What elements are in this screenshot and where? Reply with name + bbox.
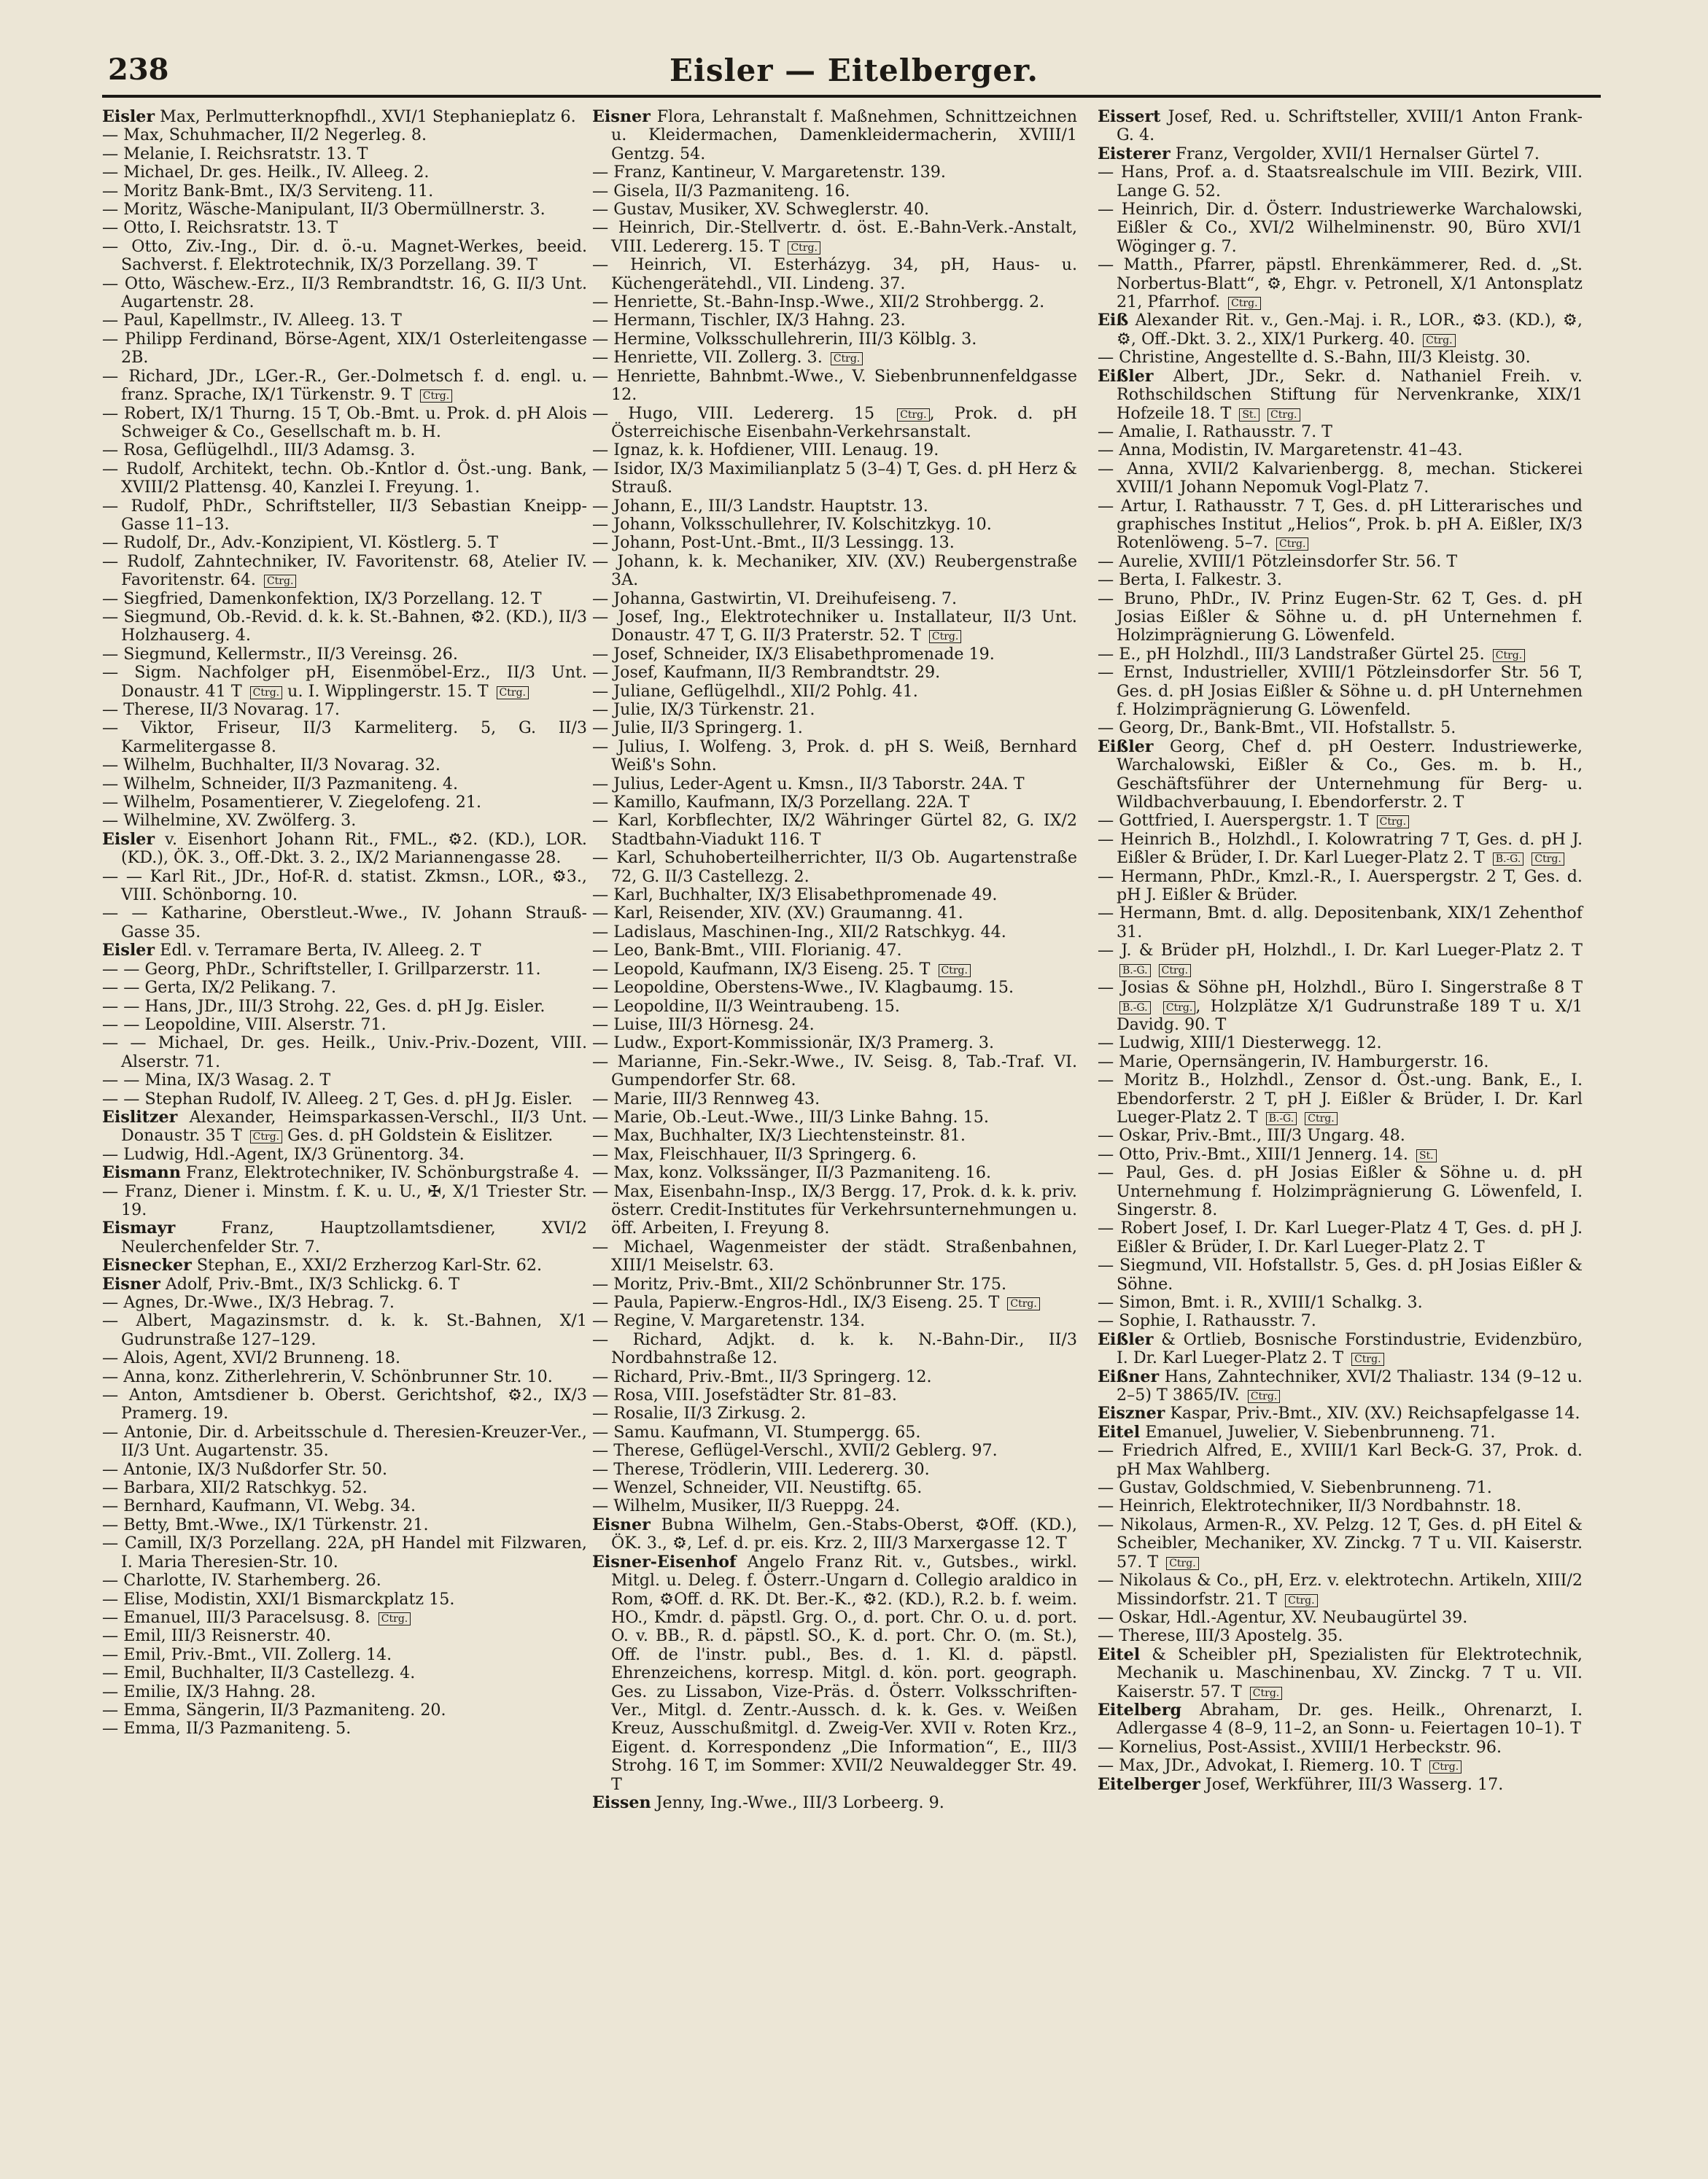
directory-entry: — Heinrich, Dir. d. Österr. Industriewerke Warchalowski, Eißler & Co., XVI/2 Wilhelminenstr. 90, Büro XVI/1 Wöginger g. 7. [1098, 200, 1583, 256]
directory-entry: — Moritz, Priv.-Bmt., XII/2 Schönbrunner Str. 175. [592, 1274, 1007, 1294]
directory-entry: — Heinrich, Elektrotechniker, II/3 Nordbahnstr. 18. [1098, 1496, 1521, 1516]
entry-surname: Eisner [592, 107, 651, 126]
directory-entry: Eißler Georg, Chef d. pH Oesterr. Industriewerke, Warchalowski, Eißler & Co., Ges. m. b. H., Geschäftsführer der Unternehmung für Berg- u. Wildbachverbauung, I. Ebendorferstr. 2. T [1098, 737, 1583, 812]
directory-entry: — Siegfried, Damenkonfektion, IX/3 Porzellang. 12. T [102, 589, 542, 608]
directory-entry: — Emilie, IX/3 Hahng. 28. [102, 1682, 316, 1701]
directory-entry: Eismayr Franz, Hauptzollamtsdiener, XVI/2 Neulerchenfelder Str. 7. [102, 1219, 587, 1256]
directory-entry: — Max, Fleischhauer, II/3 Springerg. 6. [592, 1144, 917, 1164]
directory-entry: — Wilhelmine, XV. Zwölferg. 3. [102, 811, 357, 831]
directory-entry: — Michael, Dr. ges. Heilk., IV. Alleeg. 2. [102, 163, 430, 182]
directory-entry: — Heinrich, Dir.-Stellvertr. d. öst. E.-Bahn-Verk.-Anstalt, VIII. Ledererg. 15. T Ctrg. [592, 218, 1077, 256]
entry-surname: Eisler [102, 829, 155, 849]
phone-badge: Ctrg. [1159, 964, 1191, 977]
phone-badge: Ctrg. [1007, 1297, 1039, 1310]
directory-entry: — Rudolf, Architekt, techn. Ob.-Kntlor d. Öst.-ung. Bank, XVIII/2 Plattensg. 40, Kanzlei I. Freyung. 1. [102, 459, 587, 497]
phone-badge: Ctrg. [250, 1130, 282, 1143]
directory-entry: Eisler Max, Perlmutterknopfhdl., XVI/1 Stephanieplatz 6. [102, 107, 576, 126]
directory-entry: — Marianne, Fin.-Sekr.-Wwe., IV. Seisg. 8, Tab.-Traf. VI. Gumpendorfer Str. 68. [592, 1052, 1077, 1090]
directory-entry: — Josef, Ing., Elektrotechniker u. Installateur, II/3 Unt. Donaustr. 47 T, G. II/3 Praterstr. 52. T Ctrg. [592, 607, 1077, 645]
directory-entry: — Max, Schuhmacher, II/2 Negerleg. 8. [102, 125, 427, 145]
directory-entry: — Ernst, Industrieller, XVIII/1 Pötzleinsdorfer Str. 56 T, Ges. d. pH Josias Eißler & Söhne u. d. pH Unternehmen f. Holzimprägnierung G. Löwenfeld. [1098, 663, 1583, 719]
column-2 [592, 108, 1077, 1812]
directory-entry: — Regine, V. Margaretenstr. 134. [592, 1311, 866, 1331]
directory-entry: — Julie, IX/3 Türkenstr. 21. [592, 700, 815, 719]
directory-entry: — Moritz Bank-Bmt., IX/3 Servitenɡ. 11. [102, 181, 434, 201]
directory-entry: Eislitzer Alexander, Heimsparkassen-Verschl., II/3 Unt. Donaustr. 35 T Ctrg. Ges. d. pH Goldstein & Eislitzer. [102, 1107, 587, 1146]
phone-badge: Ctrg. [831, 352, 863, 365]
directory-entry: — Isidor, IX/3 Maximilianplatz 5 (3–4) T, Ges. d. pH Herz & Strauß. [592, 459, 1077, 497]
directory-entry: — Gustav, Goldschmied, V. Siebenbrunneng. 71. [1098, 1478, 1492, 1498]
directory-entry: — Rudolf, Zahntechniker, IV. Favoritenstr. 68, Atelier IV. Favoritenstr. 64. Ctrg. [102, 551, 587, 590]
entry-surname: Eisler [102, 107, 155, 126]
phone-badge: Ctrg. [1305, 1112, 1337, 1125]
directory-entry: — Franz, Diener i. Minstm. f. K. u. U., ✠, X/1 Triester Str. 19. [102, 1181, 587, 1219]
directory-entry: — — Hans, JDr., III/3 Strohg. 22, Ges. d. pH Jg. Eisler. [102, 996, 546, 1016]
phone-badge: Ctrg. [897, 408, 929, 422]
phone-badge: Ctrg. [1351, 1353, 1383, 1366]
directory-entry: Eissert Josef, Red. u. Schriftsteller, XVIII/1 Anton Frank-G. 4. [1098, 107, 1583, 145]
directory-entry: — Aurelie, XVIII/1 Pötzleinsdorfer Str. 56. T [1098, 551, 1458, 571]
phone-badge: B.-G. [1493, 852, 1524, 866]
directory-entry: Eißner Hans, Zahntechniker, XVI/2 Thaliastr. 134 (9–12 u. 2–5) T 3865/IV. Ctrg. [1098, 1367, 1583, 1405]
directory-entry: — Rudolf, Dr., Adv.-Konzipient, VI. Köstlerg. 5. T [102, 533, 499, 553]
directory-entry: — Anna, XVII/2 Kalvarienbergg. 8, mechan. Stickerei XVIII/1 Johann Nepomuk Vogl-Platz 7. [1098, 459, 1583, 497]
directory-entry: — Franz, Kantineur, V. Margaretenstr. 139. [592, 163, 946, 182]
entry-surname: Eißler [1098, 737, 1154, 756]
directory-entry: — — Gerta, IX/2 Pelikang. 7. [102, 978, 337, 998]
directory-entry: — Therese, II/3 Novarag. 17. [102, 700, 340, 719]
directory-entry: — Therese, Geflügel-Verschl., XVII/2 Geblerg. 97. [592, 1441, 998, 1461]
entry-surname: Eitelberg [1098, 1700, 1181, 1720]
directory-entry: — Karl, Reisender, XIV. (XV.) Graumanng. 41. [592, 904, 963, 923]
directory-entry: — Philipp Ferdinand, Börse-Agent, XIX/1 Osterleitengasse 2B. [102, 329, 587, 368]
directory-entry: Eisler Edl. v. Terramare Berta, IV. Alleeg. 2. T [102, 941, 481, 960]
directory-entry: — Henriette, VII. Zollerg. 3. Ctrg. [592, 349, 1077, 367]
directory-entry: — Wilhelm, Musiker, II/3 Rueppg. 24. [592, 1496, 901, 1516]
directory-entry: — Siegmund, Kellermstr., II/3 Vereinsg. 26. [102, 644, 458, 664]
directory-entry: — — Leopoldine, VIII. Alserstr. 71. [102, 1014, 387, 1034]
phone-badge: Ctrg. [1268, 408, 1300, 422]
phone-badge: Ctrg. [1163, 1001, 1195, 1014]
directory-entry: — Emma, II/3 Pazmaniteng. 5. [102, 1719, 352, 1739]
entry-surname: Eisler [102, 941, 155, 960]
directory-entry: — — Stephan Rudolf, IV. Alleeg. 2 T, Ges. d. pH Jg. Eisler. [102, 1089, 573, 1108]
directory-entry: — Agnes, Dr.-Wwe., IX/3 Hebrag. 7. [102, 1293, 395, 1312]
directory-entry: — Camill, IX/3 Porzellang. 22A, pH Handel mit Filzwaren, I. Maria Theresien-Str. 10. [102, 1534, 587, 1572]
entry-surname: Eismayr [102, 1219, 176, 1238]
phone-badge: Ctrg. [1493, 649, 1525, 662]
phone-badge: Ctrg. [939, 964, 971, 977]
entry-surname: Eissert [1098, 107, 1161, 126]
entry-surname: Eisner-Eisenhof [592, 1552, 737, 1572]
directory-entry: — Karl, Korbflechter, IX/2 Währinger Gürtel 82, G. IX/2 Stadtbahn-Viadukt 116. T [592, 811, 1077, 849]
directory-entry: — Max, konz. Volkssänger, II/3 Pazmaniteng. 16. [592, 1163, 992, 1183]
directory-entry: Eisner Flora, Lehranstalt f. Maßnehmen, Schnittzeichnen u. Kleidermachen, Damenkleidermacherin, XVIII/1 Gentzg. 54. [592, 107, 1077, 163]
directory-entry: — Siegmund, Ob.-Revid. d. k. k. St.-Bahnen, ⚙2. (KD.), II/3 Holzhauserg. 4. [102, 607, 587, 645]
directory-entry: — Alois, Agent, XVI/2 Brunneng. 18. [102, 1348, 400, 1368]
directory-entry: — Juliane, Geflügelhdl., XII/2 Pohlg. 41. [592, 681, 918, 701]
directory-entry: — Otto, Priv.-Bmt., XIII/1 Jennerg. 14. St. [1098, 1146, 1583, 1164]
directory-entry: Eißler & Ortlieb, Bosnische Forstindustrie, Evidenzbüro, I. Dr. Karl Lueger-Platz 2. T Ctrg. [1098, 1329, 1583, 1368]
directory-entry: — Moritz B., Holzhdl., Zensor d. Öst.-ung. Bank, E., I. Ebendorferstr. 2 T, pH J. Eißler & Brüder, I. Dr. Karl Lueger-Platz 2. T B.-G. Ctrg. [1098, 1071, 1583, 1127]
directory-entry: — Betty, Bmt.-Wwe., IX/1 Türkenstr. 21. [102, 1515, 429, 1534]
directory-entry: — Otto, I. Reichsratstr. 13. T [102, 218, 338, 238]
directory-entry: — Rosa, VIII. Josefstädter Str. 81–83. [592, 1386, 897, 1405]
directory-entry: — Paul, Ges. d. pH Josias Eißler & Söhne u. d. pH Unternehmung f. Holzimprägnierung G. Löwenfeld, I. Singerstr. 8. [1098, 1163, 1583, 1219]
directory-entry: — Leopoldine, Oberstens-Wwe., IV. Klagbaumg. 15. [592, 978, 1014, 998]
directory-entry: — Therese, III/3 Apostelg. 35. [1098, 1626, 1343, 1646]
directory-entry: Eisterer Franz, Vergolder, XVII/1 Hernalser Gürtel 7. [1098, 144, 1540, 163]
directory-entry: — Max, Buchhalter, IX/3 Liechtensteinstr. 81. [592, 1126, 966, 1146]
directory-entry: Eiß Alexander Rit. v., Gen.-Maj. i. R., LOR., ⚙3. (KD.), ⚙, ⚙, Off.-Dkt. 3. 2., XIX/1 Purkerg. 40. Ctrg. [1098, 311, 1583, 349]
directory-entry: — Julius, I. Wolfeng. 3, Prok. d. pH S. Weiß, Bernhard Weiß's Sohn. [592, 737, 1077, 775]
directory-entry: Eisner Adolf, Priv.-Bmt., IX/3 Schlickg. 6. T [102, 1274, 460, 1294]
directory-entry: Eisner-Eisenhof Angelo Franz Rit. v., Gutsbes., wirkl. Mitgl. u. Deleg. f. Österr.-Ungarn d. Collegio araldico in Rom, ⚙Off. d. RK. Dt. Ber.-K., ⚙2. (KD.), R.2. b. f. weim. HO., Kmdr. d. päpstl. Grg. O., d. port. Chr. O. u. d. port. O. v. BB., R. d. päpstl. SO., K. d. port. Chr. O. (m. St.), Off. de l'instr. publ., Bes. d. 1. Kl. d. päpstl. Ehrenzeichens, korresp. Mitgl. d. kön. port. geograph. Ges. zu Lissabon, Vize-Präs. d. Österr. Volksschriften-Ver., Mitgl. d. Zentr.-Aussch. d. k. k. Ges. v. Weißen Kreuz, Ausschußmitgl. d. Zweig-Ver. XVII v. Roten Krz., Eigent. d. Korrespondenz „Die Information“, E., III/3 Strohg. 16 T, im Sommer: XVII/2 Neuwaldegger Str. 49. T [592, 1552, 1077, 1794]
running-head: Eisler — Eitelberger. [669, 53, 1039, 88]
directory-entry: — — Katharine, Oberstleut.-Wwe., IV. Johann Strauß-Gasse 35. [102, 904, 587, 941]
entry-surname: Eiß [1098, 311, 1129, 330]
phone-badge: Ctrg. [1166, 1557, 1198, 1570]
directory-entry: — Wilhelm, Posamentierer, V. Ziegelofeng. 21. [102, 793, 482, 812]
directory-entry: — Samu. Kaufmann, VI. Stumpergg. 65. [592, 1422, 921, 1442]
directory-entry: — — Karl Rit., JDr., Hof-R. d. statist. Zkmsn., LOR., ⚙3., VIII. Schönborng. 10. [102, 866, 587, 905]
directory-entry: — Viktor, Friseur, II/3 Karmeliterg. 5, G. II/3 Karmelitergasse 8. [102, 718, 587, 756]
directory-entry: — Josias & Söhne pH, Holzhdl., Büro I. Singerstraße 8 T B.-G. Ctrg. , Holzplätze X/1 Gudrunstraße 189 T u. X/1 Davidg. 90. T [1098, 978, 1583, 1034]
directory-entry: Eisler v. Eisenhort Johann Rit., FML., ⚙2. (KD.), LOR. (KD.), ÖK. 3., Off.-Dkt. 3. 2., IX/2 Mariannengasse 28. [102, 829, 587, 868]
phone-badge: Ctrg. [1532, 852, 1564, 866]
phone-badge: St. [1239, 408, 1259, 422]
directory-entry: — Hugo, VIII. Ledererg. 15 Ctrg. , Prok. d. pH Österreichische Eisenbahn-Verkehrsanstalt. [592, 403, 1077, 441]
directory-entry: Eissen Jenny, Ing.-Wwe., III/3 Lorbeerg. 9. [592, 1792, 944, 1812]
directory-entry: — Leopoldine, II/3 Weintraubeng. 15. [592, 996, 900, 1016]
phone-badge: Ctrg. [250, 686, 282, 699]
directory-entry: — Artur, I. Rathausstr. 7 T, Ges. d. pH Litterarisches und graphisches Institut „Helios“, Prok. b. pH A. Eißler, IX/3 Rotenlöweng. 5–7. Ctrg. [1098, 496, 1583, 553]
directory-entry: — Robert Josef, I. Dr. Karl Lueger-Platz 4 T, Ges. d. pH J. Eißler & Brüder, I. Dr. Karl Lueger-Platz 2. T [1098, 1219, 1583, 1256]
phone-badge: B.-G. [1266, 1112, 1297, 1125]
entry-surname: Eißler [1098, 1329, 1154, 1349]
directory-entry: — Max, Eisenbahn-Insp., IX/3 Bergg. 17, Prok. d. k. k. priv. österr. Credit-Institutes für Verkehrsunternehmungen u. öff. Arbeiten, I. Freyung 8. [592, 1181, 1077, 1238]
directory-entry: — Luise, III/3 Hörnesg. 24. [592, 1014, 815, 1034]
directory-entry: — Antonie, IX/3 Nußdorfer Str. 50. [102, 1459, 388, 1479]
directory-entry: — Nikolaus & Co., pH, Erz. v. elektrotechn. Artikeln, XIII/2 Missindorfstr. 21. T Ctrg. [1098, 1571, 1583, 1609]
directory-entry: — Johann, k. k. Mechaniker, XIV. (XV.) Reubergenstraße 3A. [592, 551, 1077, 590]
directory-entry: — Sophie, I. Rathausstr. 7. [1098, 1311, 1316, 1331]
entry-surname: Eisnecker [102, 1256, 192, 1275]
directory-entry: — Anton, Amtsdiener b. Oberst. Gerichtshof, ⚙2., IX/3 Pramerg. 19. [102, 1386, 587, 1423]
directory-entry: — Michael, Wagenmeister der städt. Straßenbahnen, XIII/1 Meiselstr. 63. [592, 1237, 1077, 1275]
directory-entry: — Wenzel, Schneider, VII. Neustiftg. 65. [592, 1478, 923, 1498]
directory-entry: — Ludwig, Hdl.-Agent, IX/3 Grünentorg. 34. [102, 1144, 465, 1164]
entry-surname: Eislitzer [102, 1107, 178, 1127]
phone-badge: Ctrg. [1285, 1594, 1317, 1607]
directory-entry: — Gustav, Musiker, XV. Schweglerstr. 40. [592, 200, 930, 220]
directory-entry: — Wilhelm, Buchhalter, II/3 Novarag. 32. [102, 756, 440, 775]
directory-entry: — Richard, Priv.-Bmt., II/3 Springerg. 12. [592, 1367, 932, 1386]
directory-entry: — Julius, Leder-Agent u. Kmsn., II/3 Taborstr. 24A. T [592, 774, 1025, 793]
phone-badge: St. [1416, 1149, 1437, 1162]
entry-surname: Eitel [1098, 1644, 1141, 1664]
phone-badge: Ctrg. [1377, 815, 1409, 828]
directory-entry: — Marie, Ob.-Leut.-Wwe., III/3 Linke Bahng. 15. [592, 1107, 989, 1127]
directory-entry: — Heinrich B., Holzhdl., I. Kolowratring 7 T, Ges. d. pH J. Eißler & Brüder, I. Dr. Karl Lueger-Platz 2. T B.-G. Ctrg. [1098, 829, 1583, 868]
directory-entry: Eiszner Kaspar, Priv.-Bmt., XIV. (XV.) Reichsapfelgasse 14. [1098, 1404, 1580, 1423]
directory-entry: — Hermann, PhDr., Kmzl.-R., I. Auerspergstr. 2 T, Ges. d. pH J. Eißler & Brüder. [1098, 866, 1583, 905]
directory-entry: — Simon, Bmt. i. R., XVIII/1 Schalkg. 3. [1098, 1293, 1423, 1312]
phone-badge: Ctrg. [420, 389, 452, 403]
directory-entry: — Melanie, I. Reichsratstr. 13. T [102, 144, 368, 163]
directory-entry: — Paul, Kapellmstr., IV. Alleeg. 13. T [102, 311, 402, 330]
directory-entry: — — Georg, PhDr., Schriftsteller, I. Grillparzerstr. 11. [102, 959, 541, 979]
directory-entry: — Christine, Angestellte d. S.-Bahn, III/3 Kleistg. 30. [1098, 348, 1531, 368]
directory-entry: — Karl, Buchhalter, IX/3 Elisabethpromenade 49. [592, 885, 998, 905]
directory-entry: — Sigm. Nachfolger pH, Eisenmöbel-Erz., II/3 Unt. Donaustr. 41 T Ctrg. u. I. Wipplingerstr. 15. T Ctrg. [102, 663, 587, 701]
directory-entry: — Emil, Buchhalter, II/3 Castellezg. 4. [102, 1663, 416, 1683]
phone-badge: Ctrg. [497, 686, 529, 699]
directory-entry: — Hermann, Bmt. d. allg. Depositenbank, XIX/1 Zehenthof 31. [1098, 904, 1583, 941]
directory-entry: — Ignaz, k. k. Hofdiener, VIII. Lenaug. 19. [592, 440, 939, 460]
directory-entry: — Hermann, Tischler, IX/3 Hahng. 23. [592, 311, 906, 330]
directory-entry: — — Mina, IX/3 Wasag. 2. T [102, 1071, 331, 1090]
directory-entry: — Julie, II/3 Springerg. 1. [592, 718, 803, 738]
entry-surname: Eisner [102, 1274, 160, 1294]
directory-entry: — Oskar, Priv.-Bmt., III/3 Ungarg. 48. [1098, 1126, 1405, 1146]
phone-badge: Ctrg. [1250, 1687, 1282, 1700]
directory-entry: Eißler Albert, JDr., Sekr. d. Nathaniel Freih. v. Rothschildschen Stiftung für Nervenkranke, XIX/1 Hofzeile 18. T St. Ctrg. [1098, 366, 1583, 423]
directory-entry: — Rosalie, II/3 Zirkusg. 2. [592, 1404, 807, 1423]
directory-entry: — Berta, I. Falkestr. 3. [1098, 570, 1282, 590]
directory-entry: — Richard, JDr., LGer.-R., Ger.-Dolmetsch f. d. engl. u. franz. Sprache, IX/1 Türkenstr. 9. T Ctrg. [102, 366, 587, 405]
entry-surname: Eiszner [1098, 1404, 1165, 1423]
directory-entry: — Otto, Ziv.-Ing., Dir. d. ö.-u. Magnet-Werkes, beeid. Sachverst. f. Elektrotechnik, IX/3 Porzellang. 39. T [102, 236, 587, 275]
directory-entry: — Otto, Wäschew.-Erz., II/3 Rembrandtstr. 16, G. II/3 Unt. Augartenstr. 28. [102, 273, 587, 312]
directory-entry: — Josef, Kaufmann, II/3 Rembrandtstr. 29. [592, 663, 941, 683]
entry-surname: Eitel [1098, 1422, 1141, 1442]
directory-entry: — Ludwig, XIII/1 Diesterwegg. 12. [1098, 1033, 1382, 1053]
directory-entry: — Rosa, Geflügelhdl., III/3 Adamsg. 3. [102, 440, 416, 460]
directory-entry: — Johanna, Gastwirtin, VI. Dreihufeiseng. 7. [592, 589, 958, 608]
directory-entry: — Robert, IX/1 Thurng. 15 T, Ob.-Bmt. u. Prok. d. pH Alois Schweiger & Co., Gesellschaft m. b. H. [102, 403, 587, 441]
directory-entry: — Marie, III/3 Rennweg 43. [592, 1089, 820, 1108]
directory-entry: — Georg, Dr., Bank-Bmt., VII. Hofstallstr. 5. [1098, 718, 1456, 738]
directory-entry: — J. & Brüder pH, Holzhdl., I. Dr. Karl Lueger-Platz 2. T B.-G. Ctrg. [1098, 941, 1583, 976]
directory-entry: — Marie, Opernsängerin, IV. Hamburgerstr. 16. [1098, 1052, 1489, 1071]
directory-entry: — Wilhelm, Schneider, II/3 Pazmaniteng. 4. [102, 774, 459, 793]
phone-badge: Ctrg. [1423, 334, 1455, 347]
phone-badge: Ctrg. [788, 241, 820, 255]
entry-surname: Eitelberger [1098, 1774, 1200, 1794]
phone-badge: Ctrg. [1248, 1390, 1280, 1403]
directory-entry: — Amalie, I. Rathausstr. 7. T [1098, 422, 1332, 441]
directory-entry: — Bernhard, Kaufmann, VI. Webg. 34. [102, 1496, 416, 1516]
page-number: 238 [108, 53, 169, 87]
directory-entry: — Johann, Volksschullehrer, IV. Kolschitzkyg. 10. [592, 514, 992, 534]
directory-entry: — Paula, Papierw.-Engros-Hdl., IX/3 Eiseng. 25. T Ctrg. [592, 1294, 1077, 1312]
directory-entry: — Therese, Trödlerin, VIII. Ledererg. 30. [592, 1459, 930, 1479]
directory-entry: — Moritz, Wäsche-Manipulant, II/3 Obermüllnerstr. 3. [102, 200, 546, 220]
directory-entry: — Leo, Bank-Bmt., VIII. Florianig. 47. [592, 941, 902, 960]
directory-entry: — Henriette, St.-Bahn-Insp.-Wwe., XII/2 Strohbergg. 2. [592, 292, 1045, 312]
directory-entry: — Anna, Modistin, IV. Margaretenstr. 41–43. [1098, 440, 1463, 460]
directory-entry: — Albert, Magazinsmstr. d. k. k. St.-Bahnen, X/1 Gudrunstraße 127–129. [102, 1311, 587, 1349]
phone-badge: Ctrg. [1429, 1760, 1461, 1774]
directory-entry: Eitel Emanuel, Juwelier, V. Siebenbrunneng. 71. [1098, 1422, 1496, 1442]
phone-badge: B.-G. [1119, 964, 1151, 977]
header-rule [102, 95, 1601, 98]
directory-entry: — Barbara, XII/2 Ratschkyg. 52. [102, 1478, 368, 1498]
directory-entry: — Henriette, Bahnbmt.-Wwe., V. Siebenbrunnenfeldgasse 12. [592, 366, 1077, 405]
phone-badge: Ctrg. [1228, 297, 1260, 310]
directory-entry: Eitelberg Abraham, Dr. ges. Heilk., Ohrenarzt, I. Adlergasse 4 (8–9, 11–2, an Sonn- u. Feiertagen 10–1). T [1098, 1700, 1583, 1739]
directory-entry: — Hermine, Volksschullehrerin, III/3 Kölblg. 3. [592, 329, 977, 349]
directory-entry: Eisnecker Stephan, E., XXI/2 Erzherzog Karl-Str. 62. [102, 1256, 543, 1275]
directory-entry: — Friedrich Alfred, E., XVIII/1 Karl Beck-G. 37, Prok. d. pH Max Wahlberg. [1098, 1441, 1583, 1479]
entry-surname: Eissen [592, 1792, 651, 1812]
directory-entry: Eismann Franz, Elektrotechniker, IV. Schönburgstraße 4. [102, 1163, 580, 1183]
phone-badge: Ctrg. [929, 630, 961, 643]
directory-entry: Eitelberger Josef, Werkführer, III/3 Wasserg. 17. [1098, 1774, 1504, 1794]
entry-surname: Eisterer [1098, 144, 1171, 163]
phone-badge: Ctrg. [1276, 537, 1308, 551]
directory-entry: — Matth., Pfarrer, päpstl. Ehrenkämmerer, Red. d. „St. Norbertus-Blatt“, ⚙, Ehgr. v. Petronell, X/1 Antonsplatz 21, Pfarrhof. Ctrg. [1098, 255, 1583, 312]
directory-entry: — Heinrich, VI. Esterházyg. 34, pH, Haus- u. Küchengerätehdl., VII. Lindeng. 37. [592, 255, 1077, 293]
directory-entry: — Oskar, Hdl.-Agentur, XV. Neubaugürtel 39. [1098, 1607, 1468, 1627]
directory-entry: — Max, JDr., Advokat, I. Riemerg. 10. T Ctrg. [1098, 1757, 1583, 1775]
entry-surname: Eisner [592, 1515, 651, 1534]
directory-entry: — Emanuel, III/3 Paracelsusg. 8. Ctrg. [102, 1609, 587, 1627]
entry-surname: Eißner [1098, 1367, 1160, 1386]
directory-entry: Eitel & Scheibler pH, Spezialisten für Elektrotechnik, Mechanik u. Maschinenbau, XV. Zinckg. 7 T u. VII. Kaiserstr. 57. T Ctrg. [1098, 1644, 1583, 1701]
directory-entry: — Ladislaus, Maschinen-Ing., XII/2 Ratschkyg. 44. [592, 922, 1006, 941]
directory-entry: — Charlotte, IV. Starhemberg. 26. [102, 1571, 381, 1590]
directory-entry: — Kamillo, Kaufmann, IX/3 Porzellang. 22A. T [592, 793, 970, 812]
directory-entry: — Gisela, II/3 Pazmaniteng. 16. [592, 181, 850, 201]
directory-entry: — Rudolf, PhDr., Schriftsteller, II/3 Sebastian Kneipp-Gasse 11–13. [102, 496, 587, 534]
column-1 [102, 108, 587, 1739]
directory-entry: — Kornelius, Post-Assist., XVIII/1 Herbeckstr. 96. [1098, 1737, 1502, 1757]
directory-entry: — Siegmund, VII. Hofstallstr. 5, Ges. d. pH Josias Eißler & Söhne. [1098, 1256, 1583, 1294]
entry-surname: Eißler [1098, 366, 1154, 386]
directory-entry: — Anna, konz. Zitherlehrerin, V. Schönbrunner Str. 10. [102, 1367, 553, 1386]
directory-entry: — Richard, Adjkt. d. k. k. N.-Bahn-Dir., II/3 Nordbahnstraße 12. [592, 1329, 1077, 1368]
directory-entry: — Hans, Prof. a. d. Staatsrealschule im VIII. Bezirk, VIII. Lange G. 52. [1098, 163, 1583, 201]
directory-entry: — Nikolaus, Armen-R., XV. Pelzg. 12 T, Ges. d. pH Eitel & Scheibler, Mechaniker, XV. Zinckg. 7 T u. VII. Kaiserstr. 57. T Ctrg. [1098, 1515, 1583, 1572]
directory-entry: — Emil, III/3 Reisnerstr. 40. [102, 1626, 331, 1646]
directory-entry: Eisner Bubna Wilhelm, Gen.-Stabs-Oberst, ⚙Off. (KD.), ÖK. 3., ⚙, Lef. d. pr. eis. Krz. 2, III/3 Marxergasse 12. T [592, 1515, 1077, 1553]
directory-entry: — Josef, Schneider, IX/3 Elisabethpromenade 19. [592, 644, 995, 664]
directory-entry: — Leopold, Kaufmann, IX/3 Eiseng. 25. T Ctrg. [592, 960, 1077, 979]
directory-entry: — — Michael, Dr. ges. Heilk., Univ.-Priv.-Dozent, VIII. Alserstr. 71. [102, 1033, 587, 1071]
directory-entry: — Elise, Modistin, XXI/1 Bismarckplatz 15. [102, 1589, 455, 1609]
directory-entry: — Ludw., Export-Kommissionär, IX/3 Pramerg. 3. [592, 1033, 995, 1053]
directory-entry: — Johann, Post-Unt.-Bmt., II/3 Lessingg. 13. [592, 533, 955, 553]
directory-entry: — Emma, Sängerin, II/3 Pazmaniteng. 20. [102, 1700, 446, 1720]
directory-entry: — Gottfried, I. Auerspergstr. 1. T Ctrg. [1098, 812, 1583, 830]
directory-entry: — Johann, E., III/3 Landstr. Hauptstr. 13. [592, 496, 928, 516]
directory-entry: — Bruno, PhDr., IV. Prinz Eugen-Str. 62 T, Ges. d. pH Josias Eißler & Söhne u. d. pH Unternehmen f. Holzimprägnierung G. Löwenfeld. [1098, 589, 1583, 645]
phone-badge: B.-G. [1119, 1001, 1151, 1014]
entry-surname: Eismann [102, 1163, 181, 1183]
directory-entry: — Antonie, Dir. d. Arbeitsschule d. Theresien-Kreuzer-Ver., II/3 Unt. Augartenstr. 35. [102, 1422, 587, 1461]
directory-entry: — Emil, Priv.-Bmt., VII. Zollerg. 14. [102, 1644, 392, 1664]
phone-badge: Ctrg. [264, 575, 296, 588]
directory-entry: — E., pH Holzhdl., III/3 Landstraßer Gürtel 25. Ctrg. [1098, 645, 1583, 664]
directory-entry: — Karl, Schuhoberteilherrichter, II/3 Ob. Augartenstraße 72, G. II/3 Castellezg. 2. [592, 848, 1077, 886]
phone-badge: Ctrg. [379, 1612, 411, 1625]
column-3 [1098, 108, 1583, 1794]
